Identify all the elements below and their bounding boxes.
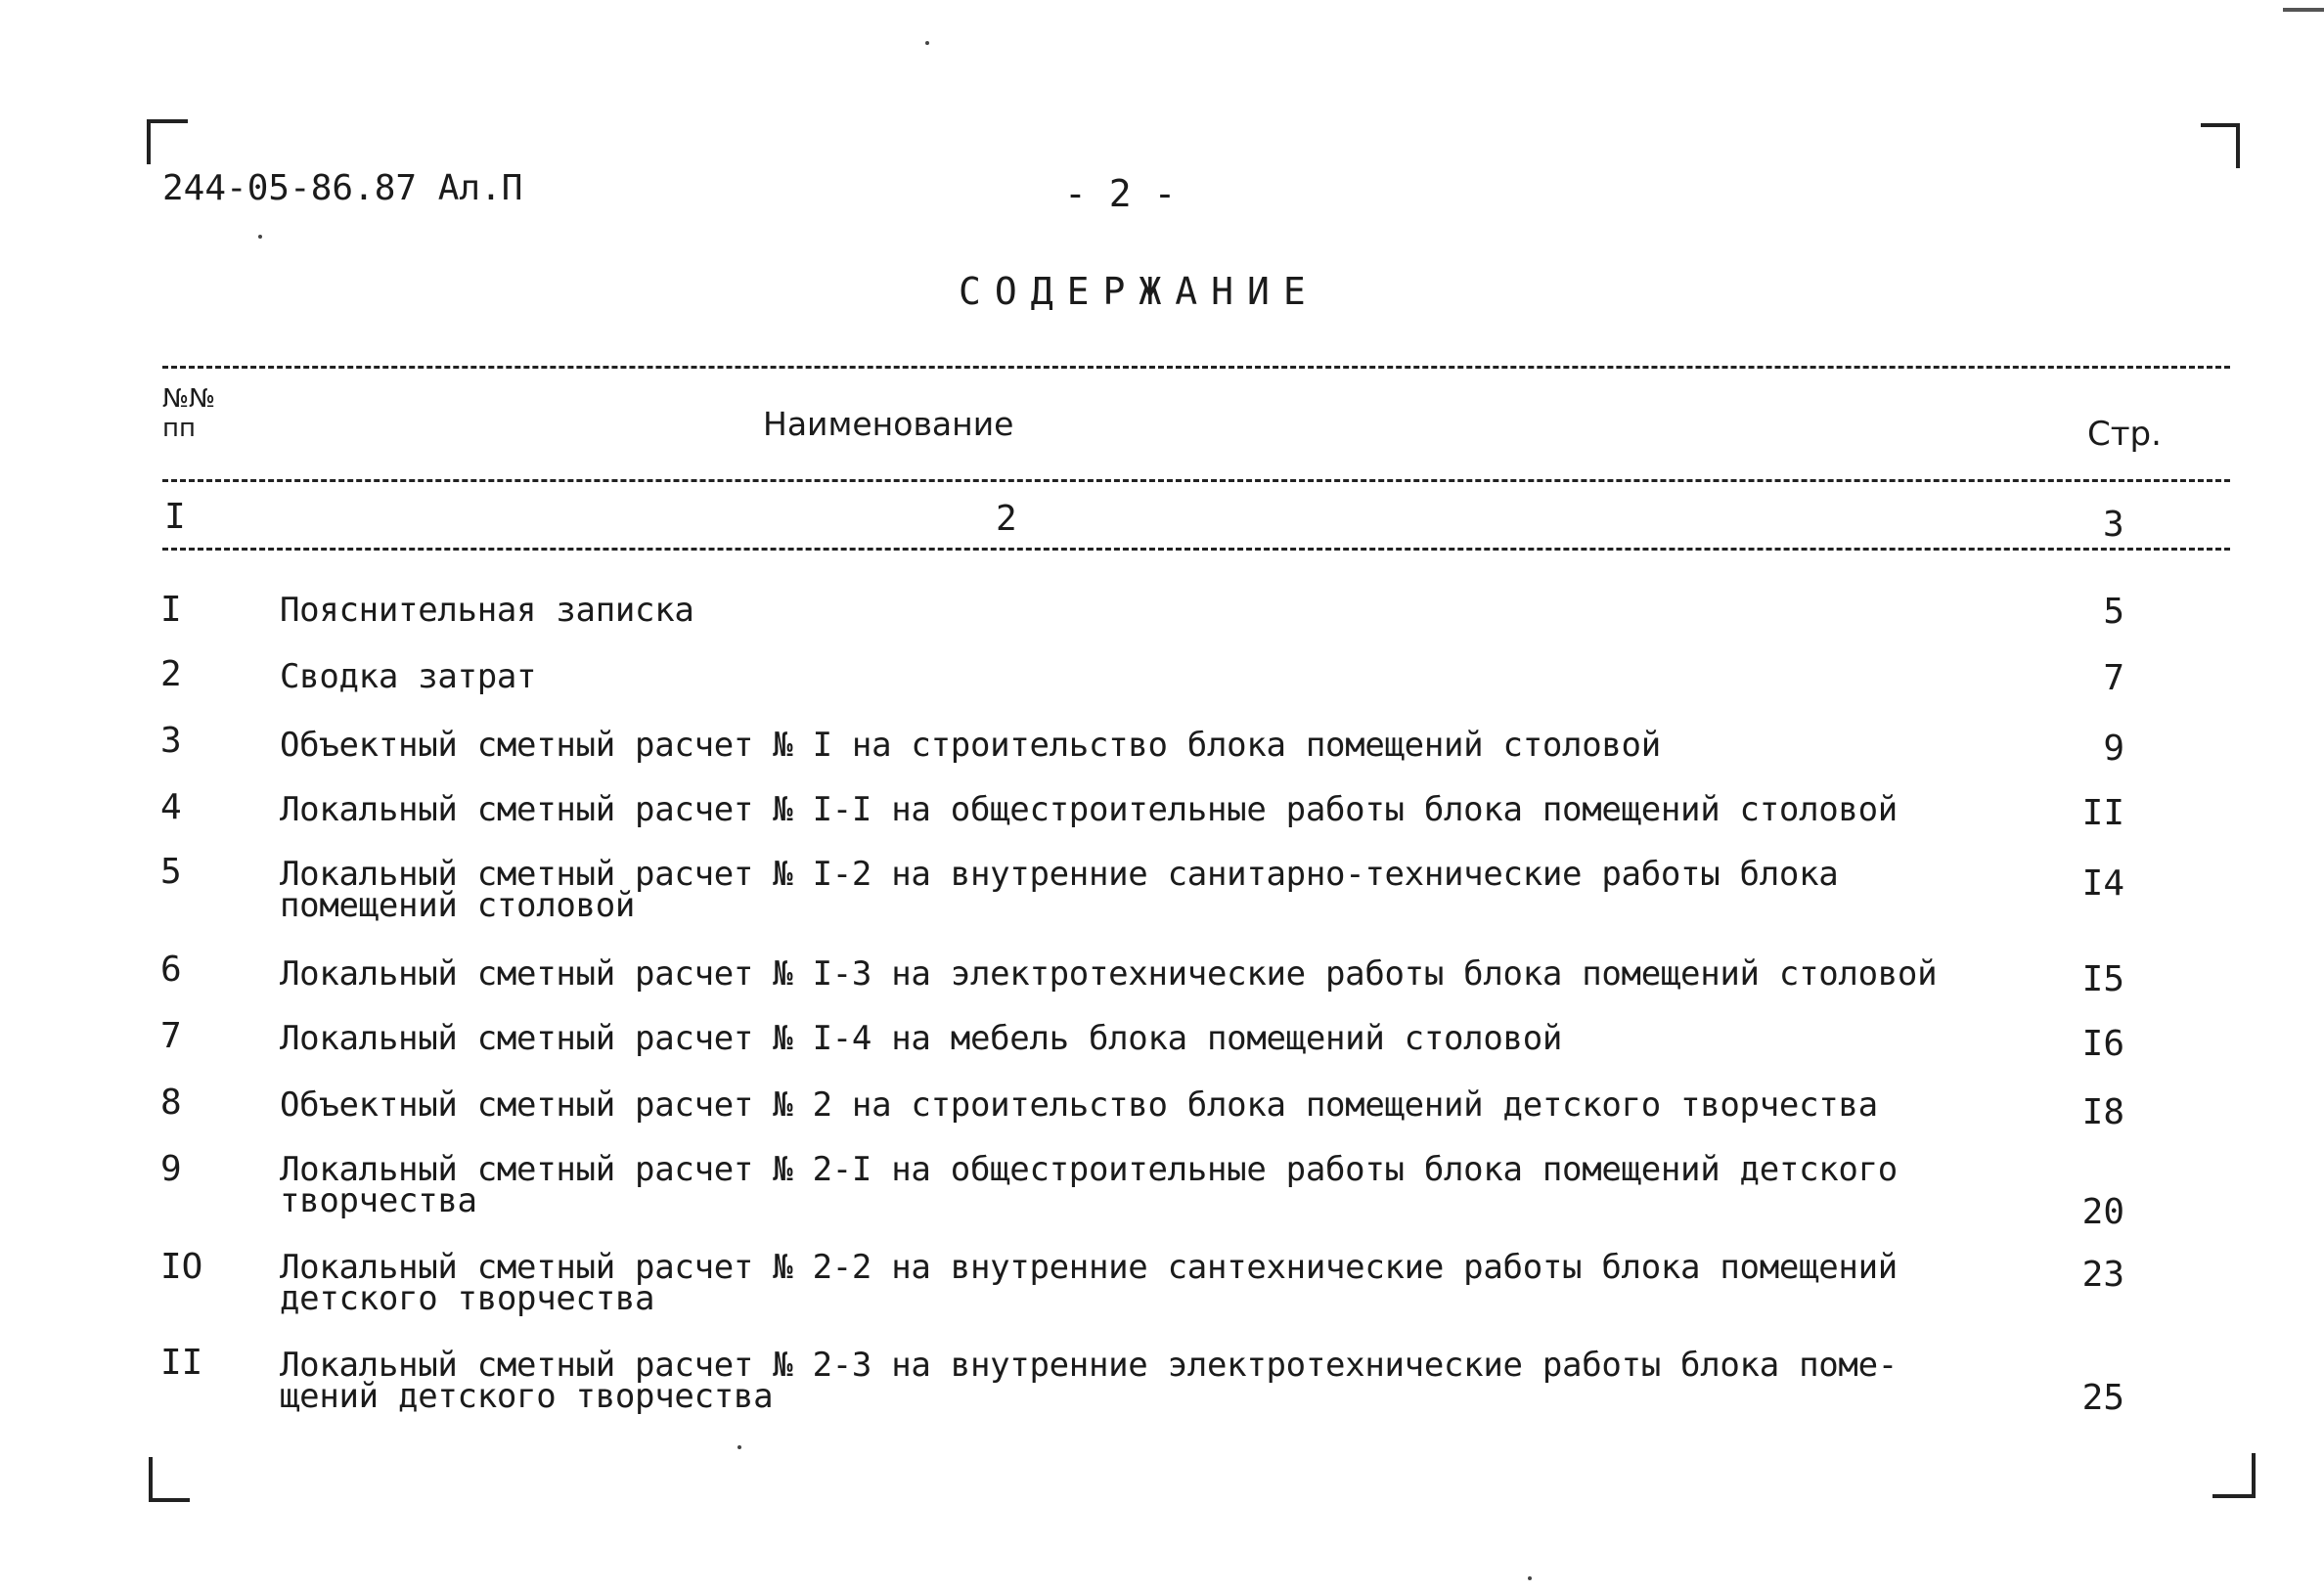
row-title: Объектный сметный расчет № 2 на строительство блока помещений детского творчества: [280, 1085, 1878, 1125]
row-number: 4: [160, 787, 182, 827]
row-title: Сводка затрат: [280, 657, 537, 696]
row-number: 2: [160, 654, 182, 694]
row-title: Локальный сметный расчет № 2-2 на внутренние сантехнические работы блока помещений детского творчества: [280, 1248, 1898, 1318]
row-number: II: [160, 1343, 203, 1383]
column-number-1: I: [164, 497, 186, 537]
row-page: 5: [2103, 592, 2124, 632]
row-page: 9: [2103, 729, 2124, 769]
row-number: I: [160, 590, 182, 630]
column-header-number-line1: №№: [162, 384, 216, 414]
scan-speck: [1528, 1576, 1532, 1580]
crop-mark-bottom-left: [149, 1457, 190, 1502]
crop-mark-top-right: [2201, 123, 2240, 168]
row-page: I8: [2081, 1092, 2124, 1132]
row-number: IO: [160, 1247, 203, 1287]
page-number: - 2 -: [1064, 172, 1177, 215]
row-page: II: [2081, 793, 2124, 833]
row-page: I4: [2081, 863, 2124, 904]
crop-mark-bottom-right: [2212, 1453, 2256, 1498]
column-number-2: 2: [996, 499, 1017, 539]
row-number: 3: [160, 721, 182, 761]
page-title: СОДЕРЖАНИЕ: [959, 270, 1319, 313]
crop-mark-top-left: [147, 119, 188, 164]
row-number: 7: [160, 1016, 182, 1056]
header-separator-rule: [162, 479, 2230, 482]
row-title: Локальный сметный расчет № I-2 на внутренние санитарно-технические работы блока помещений столовой: [280, 855, 1839, 925]
row-title: Пояснительная записка: [280, 591, 694, 630]
row-title: Локальный сметный расчет № I-3 на электротехнические работы блока помещений столовой: [280, 954, 1938, 994]
row-number: 9: [160, 1149, 182, 1189]
scan-speck: [737, 1445, 741, 1449]
row-number: 5: [160, 852, 182, 892]
row-number: 8: [160, 1083, 182, 1123]
row-title: Локальный сметный расчет № I-4 на мебель блока помещений столовой: [280, 1019, 1563, 1058]
scan-speck: [925, 41, 929, 45]
column-header-page: Стр.: [2087, 415, 2162, 454]
row-page: 20: [2081, 1192, 2124, 1232]
row-number: 6: [160, 950, 182, 990]
scan-speck: [258, 235, 262, 239]
column-header-name: Наименование: [763, 405, 1014, 443]
document-code: 244-05-86.87 Ал.П: [162, 168, 523, 208]
column-number-3: 3: [2103, 505, 2124, 545]
table-top-rule: [162, 366, 2230, 369]
row-title: Локальный сметный расчет № I-I на общестроительные работы блока помещений столовой: [280, 790, 1898, 829]
row-page: 23: [2081, 1255, 2124, 1295]
row-title: Локальный сметный расчет № 2-3 на внутренние электротехнические работы блока поме- щений детского творчества: [280, 1346, 1898, 1416]
row-title: Объектный сметный расчет № I на строительство блока помещений столовой: [280, 726, 1661, 765]
row-page: I6: [2081, 1024, 2124, 1064]
row-page: 25: [2081, 1378, 2124, 1418]
column-header-number-line2: пп: [162, 414, 196, 443]
row-page: I5: [2081, 959, 2124, 999]
numbering-separator-rule: [162, 548, 2230, 551]
row-title: Локальный сметный расчет № 2-I на общестроительные работы блока помещений детского творчества: [280, 1150, 1898, 1220]
scan-edge-mark: [2283, 8, 2324, 12]
row-page: 7: [2103, 658, 2124, 698]
